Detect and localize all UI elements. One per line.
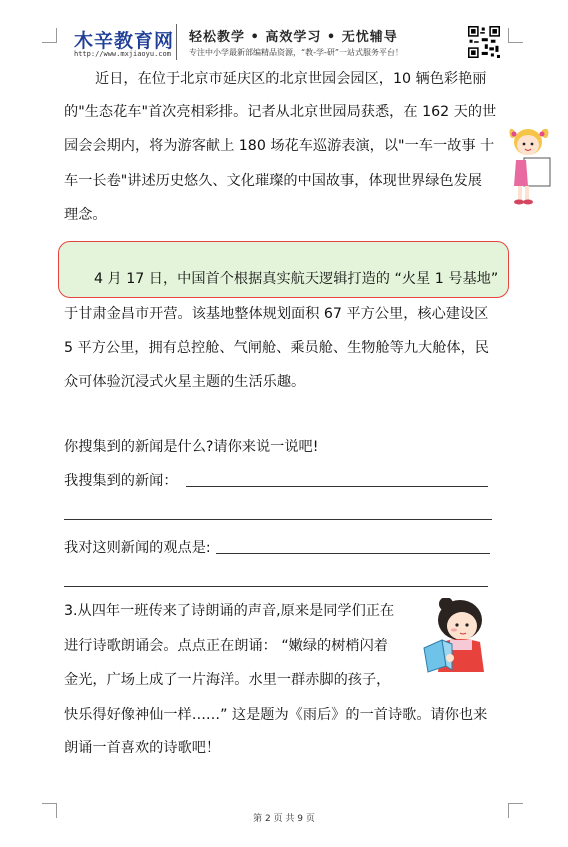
section3-line-3: 金光，广场上成了一片海洋。水里一群赤脚的孩子，	[64, 672, 391, 688]
header-slogan: 轻松教学 • 高效学习 • 无忧辅导	[189, 30, 398, 45]
qr-code-icon	[468, 26, 500, 58]
crop-mark-top-right	[508, 28, 523, 43]
brand-url: http://www.mxjiaoyu.com	[74, 50, 171, 58]
opinion-label: 我对这则新闻的观点是:	[64, 540, 211, 556]
collected-news-blank-2[interactable]	[64, 519, 492, 520]
news1-line-5: 理念。	[64, 207, 107, 223]
brand-logo: 木辛教育网	[74, 30, 175, 52]
collected-news-blank-1[interactable]	[186, 486, 488, 487]
girl-reading-book	[420, 598, 496, 678]
section3-line-4: 快乐得好像神仙一样……” 这是题为《雨后》的一首诗歌。请你也来	[64, 707, 488, 723]
opinion-blank-2[interactable]	[64, 586, 488, 587]
collected-news-label: 我搜集到的新闻：	[64, 473, 178, 489]
page-number: 第 2 页 共 9 页	[253, 814, 315, 824]
news1-line-3: 园会会期内，将为游客献上 180 场花车巡游表演，以"一车一故事 十	[64, 138, 495, 154]
opinion-blank-1[interactable]	[216, 553, 490, 554]
section3-line-1: 3.从四年一班传来了诗朗诵的声音,原来是同学们正在	[64, 603, 395, 619]
girl-holding-sign	[506, 124, 552, 208]
news1-line-1: 近日，在位于北京市延庆区的北京世园会园区，10 辆色彩艳丽	[95, 71, 487, 87]
news2-line-4: 众可体验沉浸式火星主题的生活乐趣。	[64, 374, 306, 390]
news2-line-1: 4 月 17 日，中国首个根据真实航天逻辑打造的 “火星 1 号基地”	[94, 271, 499, 287]
crop-mark-top-left	[42, 28, 57, 43]
news2-line-3: 5 平方公里，拥有总控舱、气闸舱、乘员舱、生物舱等九大舱体，民	[64, 340, 489, 356]
header-divider	[176, 24, 177, 60]
section3-line-5: 朗诵一首喜欢的诗歌吧！	[64, 740, 221, 756]
section3-line-2: 进行诗歌朗诵会。点点正在朗诵： “嫩绿的树梢闪着	[64, 638, 388, 654]
news1-line-2: 的"生态花车"首次亮相彩排。记者从北京世园局获悉，在 162 天的世	[64, 104, 497, 120]
news1-line-4: 车一长卷"讲述历史悠久、文化璀璨的中国故事，体现世界绿色发展	[64, 173, 482, 189]
news2-line-2: 于甘肃金昌市开营。该基地整体规划面积 67 平方公里，核心建设区	[64, 306, 489, 322]
header-subslogan: 专注中小学最新部编精品资源，“教-学-研”一站式服务平台！	[189, 48, 404, 57]
prompt-question: 你搜集到的新闻是什么?请你来说一说吧!	[64, 439, 319, 455]
